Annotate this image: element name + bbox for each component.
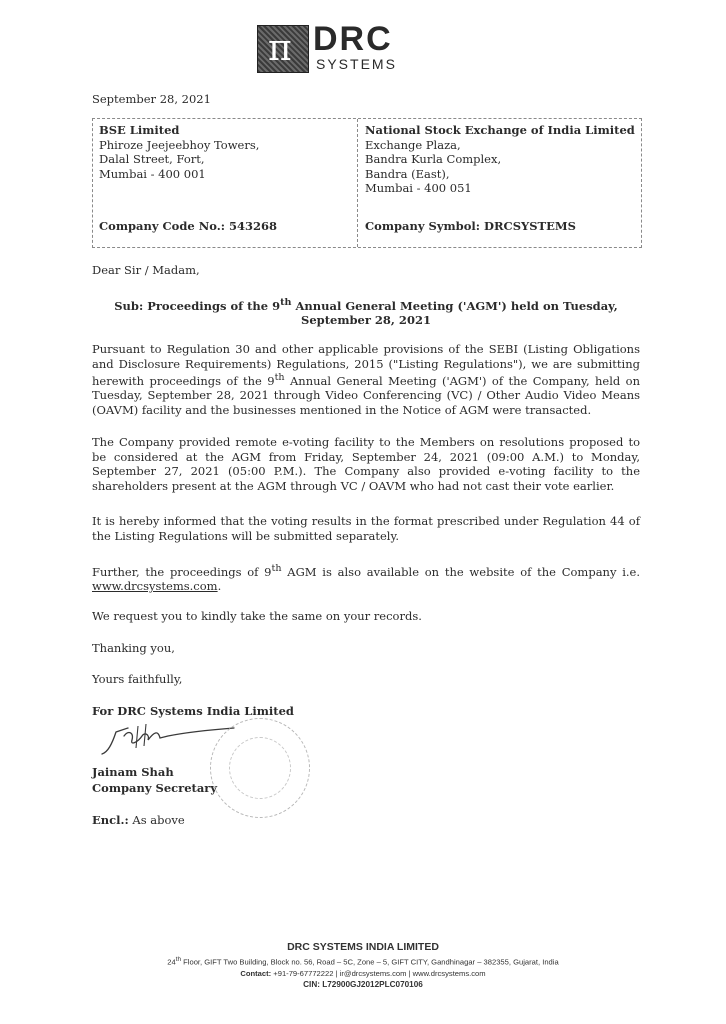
- addressee-line: Mumbai - 400 001: [99, 166, 206, 181]
- footer-contact-value: +91-79-67772222 | ir@drcsystems.com | www.drcsystems.com: [271, 968, 486, 978]
- paragraph-text: Annual General Meeting ('AGM') of the Company, held on Tuesday, September 28, 2021 through Video Conferencing (VC) / Other Audio Video Means (OAVM) facility and the businesses mentioned in the Notice of AGM were transacted.: [92, 373, 641, 417]
- letter-date: September 28, 2021: [92, 92, 211, 106]
- addressee-line: Exchange Plaza,: [365, 137, 461, 152]
- paragraph-text: AGM is also available on the website of the Company i.e.: [281, 564, 641, 579]
- subject-ordinal: th: [280, 297, 292, 308]
- addressee-line: Phiroze Jeejeebhoy Towers,: [99, 137, 260, 152]
- pi-logo-icon: [257, 25, 309, 73]
- logo-sub-text: SYSTEMS: [316, 56, 397, 72]
- paragraph-text: Pursuant to Regulation 30 and other applicable provisions of the SEBI (Listing Obligations and Disclosure Requirements) Regulations, 2015 ("Listing Regulations"), we are submitting herewith proceedings of the 9: [92, 342, 640, 388]
- addressee-box: [92, 118, 642, 248]
- website-link[interactable]: www.drcsystems.com: [92, 579, 218, 594]
- paragraph-text: .: [217, 579, 222, 594]
- footer-address-post: Floor, GIFT Two Building, Block no. 56, Road – 5C, Zone – 5, GIFT CITY, Gandhinagar – 382355, Gujarat, India: [181, 957, 559, 967]
- company-symbol: Company Symbol: DRCSYSTEMS: [365, 219, 576, 233]
- company-seal-inner: [229, 737, 291, 799]
- addressee-bse: [99, 123, 349, 181]
- logo-brand-text: DRC: [313, 20, 393, 58]
- footer-cin-label: CIN:: [303, 979, 320, 989]
- addressee-name: BSE Limited: [99, 123, 180, 137]
- paragraph-text: Further, the proceedings of 9: [92, 564, 272, 579]
- addressee-line: Bandra Kurla Complex,: [365, 152, 502, 166]
- subject-prefix: Sub: Proceedings of the 9: [114, 298, 281, 313]
- salutation: Dear Sir / Madam,: [92, 263, 200, 277]
- drc-systems-logo: [257, 20, 417, 73]
- paragraph-website: [92, 562, 640, 594]
- thanks-line: Thanking you,: [92, 641, 175, 655]
- paragraph-proceedings: [92, 342, 640, 417]
- logo-glyph: π: [268, 28, 292, 69]
- addressee-nse: [365, 123, 635, 196]
- company-code: Company Code No.: 543268: [99, 219, 277, 233]
- addressee-name: National Stock Exchange of India Limited: [365, 123, 635, 137]
- ordinal-suffix: th: [271, 563, 282, 574]
- paragraph-voting-results: It is hereby informed that the voting results in the format prescribed under Regulation 44 of the Listing Regulations will be submitted separately.: [92, 514, 640, 543]
- addressee-line: Mumbai - 400 051: [365, 181, 472, 195]
- addressee-line: Bandra (East),: [365, 166, 450, 181]
- addressee-divider: [357, 119, 358, 247]
- subject-suffix: Annual General Meeting ('AGM') held on Tuesday, September 28, 2021: [291, 298, 618, 328]
- footer-address-pre: 24: [167, 957, 176, 967]
- ordinal-suffix: th: [274, 372, 285, 383]
- paragraph-evoting: The Company provided remote e-voting facility to the Members on resolutions proposed to be considered at the AGM from Friday, September 24, 2021 (09:00 A.M.) to Monday, September 27, 2021 (05:00 P.M.). The Company also provided e-voting facility to the shareholders present at the AGM through VC / OAVM who had not cast their vote earlier.: [92, 435, 640, 493]
- signatory-name: Jainam Shah: [92, 765, 174, 779]
- footer-cin-value: L72900GJ2012PLC070106: [319, 979, 423, 989]
- enclosure-line: [92, 813, 185, 828]
- footer-contact: [0, 968, 726, 979]
- enclosure-value: As above: [128, 813, 185, 827]
- request-line: We request you to kindly take the same on your records.: [92, 609, 422, 623]
- letterhead-footer: [0, 940, 726, 991]
- closing-line: Yours faithfully,: [92, 672, 183, 686]
- footer-cin: [0, 979, 726, 991]
- signatory-title: Company Secretary: [92, 781, 218, 795]
- footer-company-name: DRC SYSTEMS INDIA LIMITED: [287, 941, 439, 953]
- enclosure-label: Encl.:: [92, 813, 129, 827]
- addressee-line: Dalal Street, Fort,: [99, 152, 205, 166]
- subject-line: [92, 296, 640, 328]
- footer-address-sup: th: [175, 956, 182, 963]
- footer-contact-label: Contact:: [240, 968, 272, 978]
- for-company: For DRC Systems India Limited: [92, 704, 294, 718]
- footer-address: [0, 954, 726, 968]
- company-seal: [210, 718, 310, 818]
